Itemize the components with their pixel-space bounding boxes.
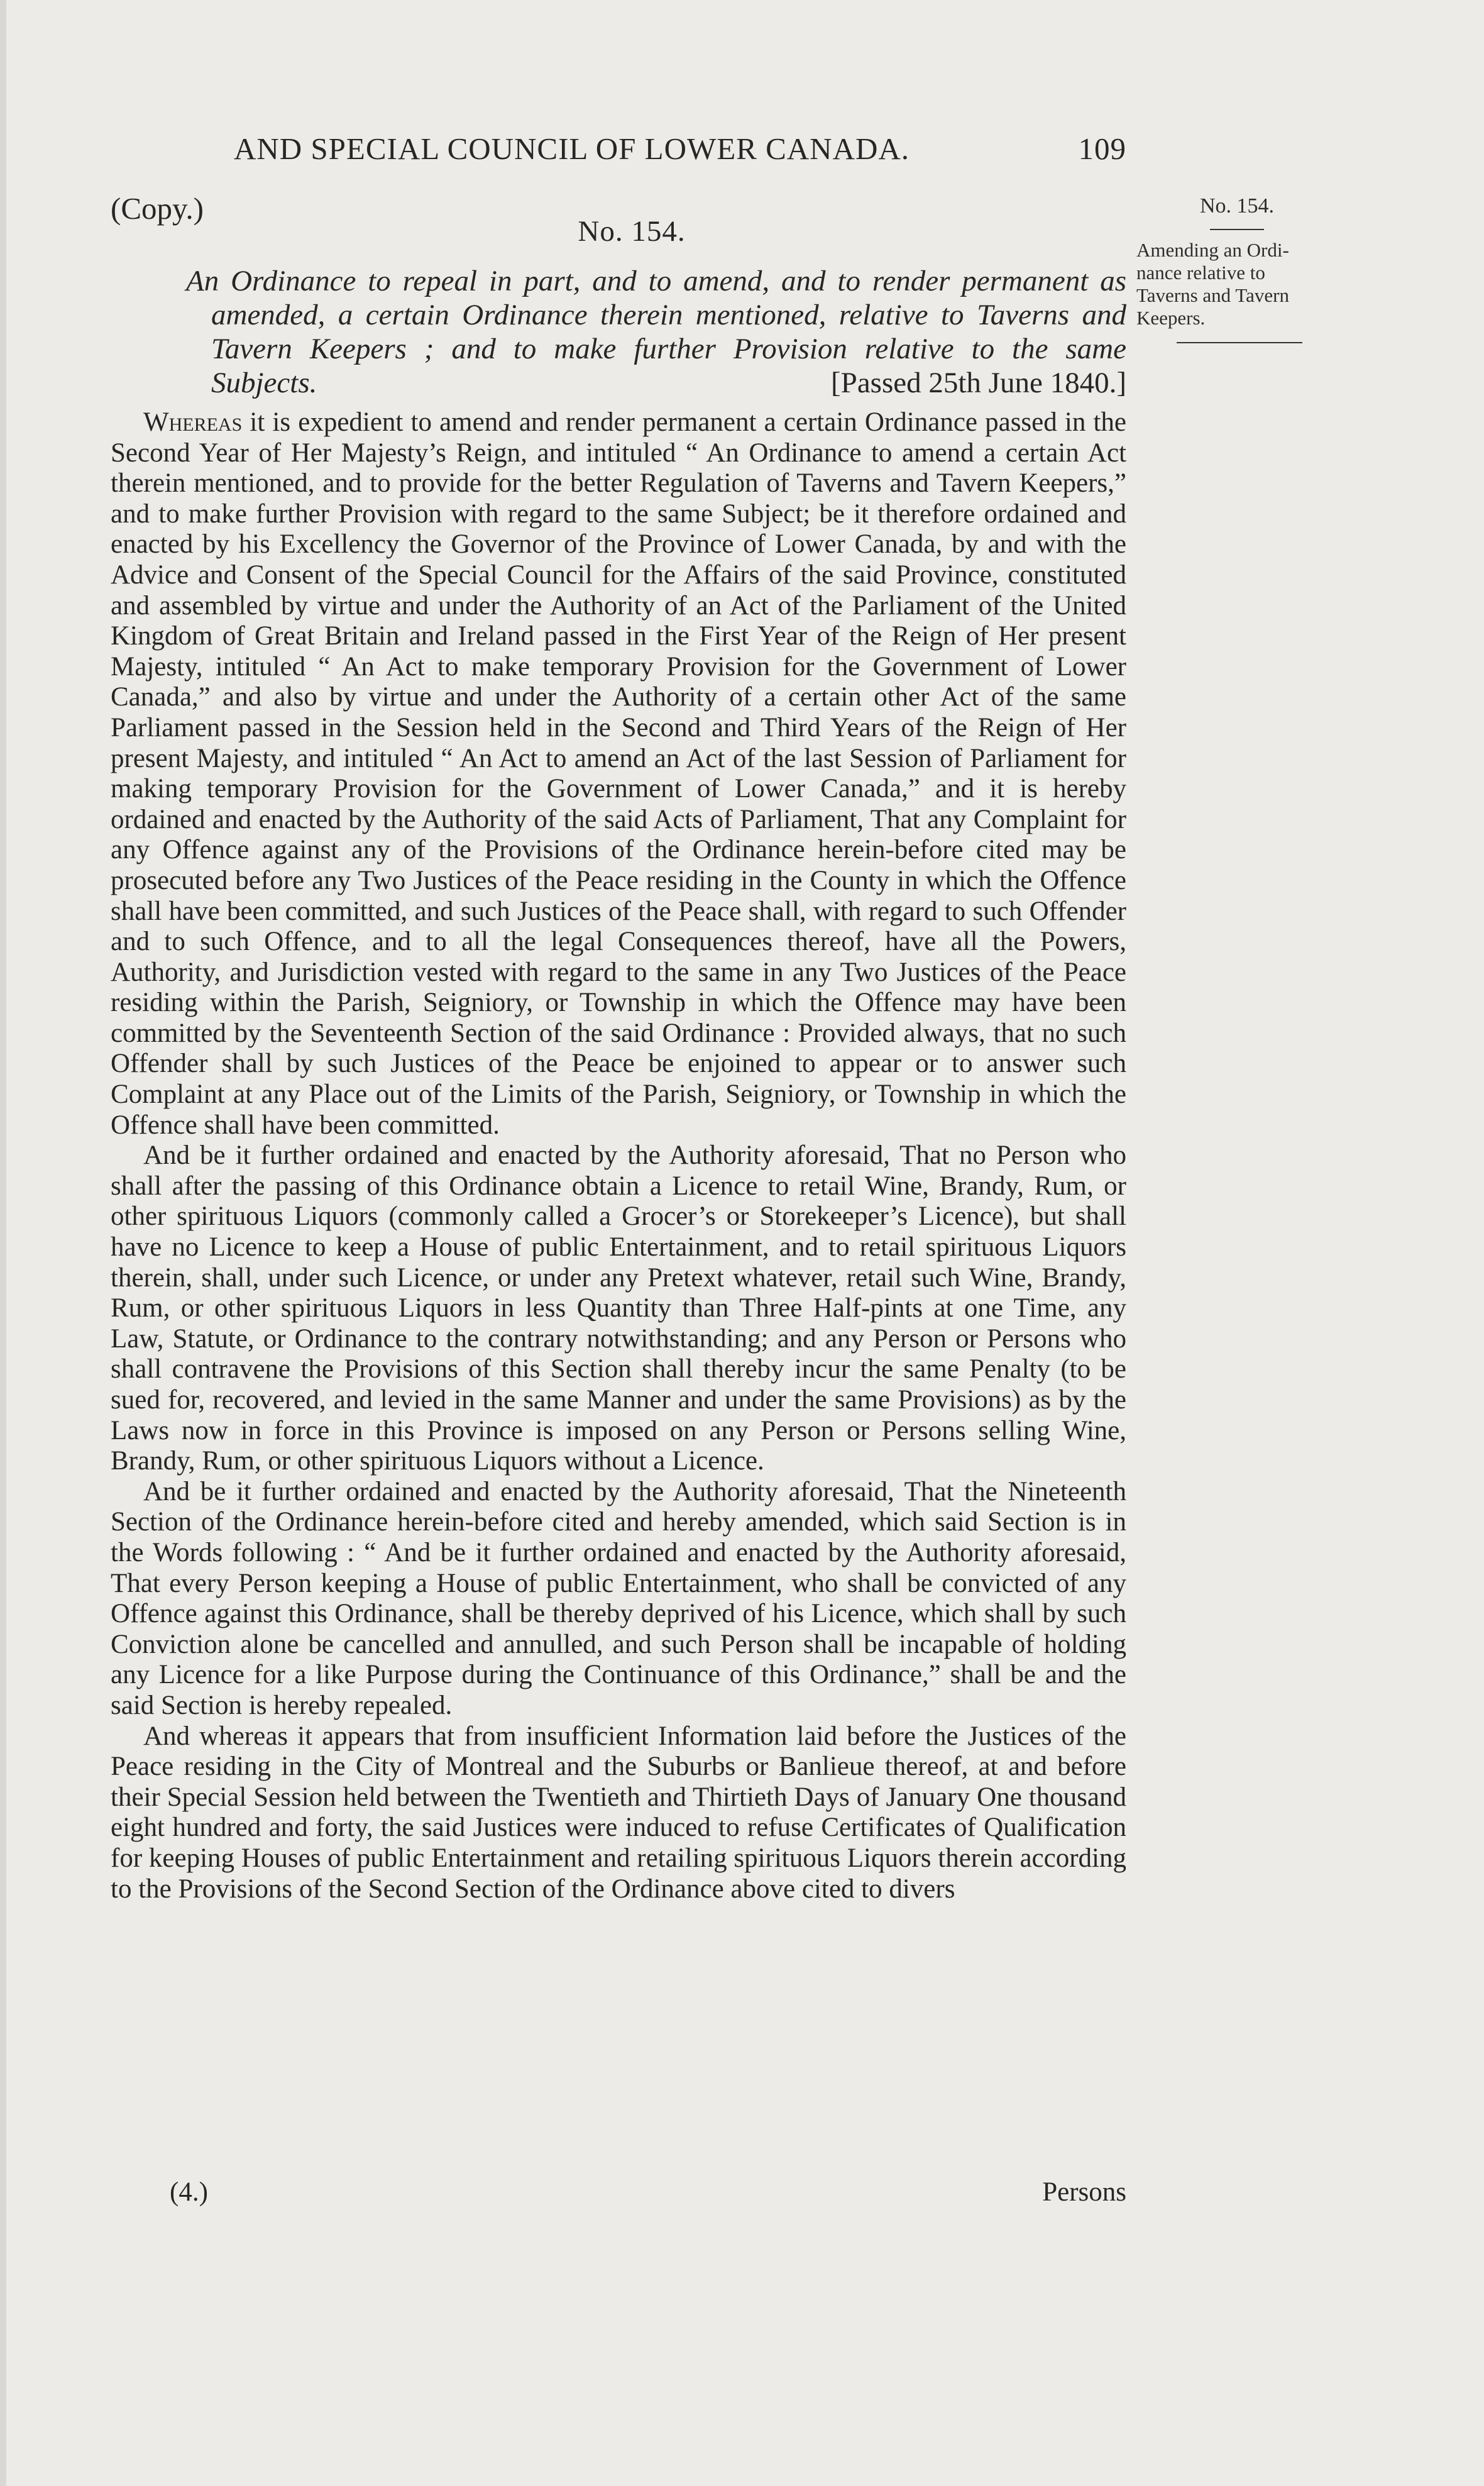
ordinance-title-line-2: amended, a certain Ordinance therein mentioned, relative to Taverns and (211, 299, 1126, 331)
paragraph-preamble (111, 407, 1126, 1141)
margin-note-line-1: Amending an Ordi- (1136, 239, 1289, 261)
paragraph-repeal-section: And be it further ordained and enacted by the Authority aforesaid, That the Nineteenth Section of the Ordinance herein-before cited and hereby amended, which said Section is in the Words following : “ And be it further ordained and enacted by the Authority aforesaid, That every Person keeping a House of public Entertainment, who shall be convicted of any Offence against this Ordinance, shall be thereby deprived of his Licence, which shall by such Conviction alone be cancelled and annulled, and such Person shall be incapable of holding any Licence for a like Purpose during the Continuance of this Ordinance,” shall be and the said Section is hereby repealed. (111, 1476, 1126, 1720)
passed-date: [Passed 25th June 1840.] (831, 367, 1126, 399)
margin-note-line-2: nance relative to (1136, 262, 1265, 284)
running-title: AND SPECIAL COUNCIL OF LOWER CANADA. (234, 131, 910, 166)
ordinance-number: No. 154. (578, 215, 686, 248)
margin-note-rule-bottom (1177, 342, 1302, 343)
running-header (234, 131, 1126, 175)
paragraph-grocers-licence: And be it further ordained and enacted by the Authority aforesaid, That no Person who shall after the passing of this Ordinance obtain a Licence to retail Wine, Brandy, Rum, or other spirituous Liquors (commonly called a Grocer’s or Storekeeper’s Licence), but shall have no Licence to keep a House of public Entertainment, and to retail spirituous Liquors therein, shall, under such Licence, or under any Pretext whatever, retail such Wine, Brandy, Rum, or other spirituous Liquors in less Quantity than Three Half-pints at one Time, any Law, Statute, or Ordinance to the contrary notwithstanding; and any Person or Persons who shall contravene the Provisions of this Section shall thereby incur the same Penalty (to be sued for, recovered, and levied in the same Manner and under the same Provisions) as by the Laws now in force in this Province is imposed on any Person or Persons selling Wine, Brandy, Rum, or other spirituous Liquors without a Licence. (111, 1141, 1126, 1476)
ordinance-title (186, 264, 1126, 400)
page-edge (0, 0, 6, 2486)
paragraph-preamble-text: it is expedient to amend and render permanent a certain Ordinance passed in the Second Year of Her Majesty’s Reign, and intituled “ An Ordinance to amend a certain Act therein mentioned, and to provide for the better Regulation of Taverns and Tavern Keepers,” and to make further Provision with regard to the same Subject; be it therefore ordained and enacted by his Excellency the Governor of the Province of Lower Canada, by and with the Advice and Consent of the Special Council for the Affairs of the said Province, constituted and assembled by virtue and under the Authority of an Act of the Parliament of the United Kingdom of Great Britain and Ireland passed in the First Year of the Reign of Her present Majesty, intituled “ An Act to make temporary Provision for the Government of Lower Canada,” and also by virtue and under the Authority of a certain other Act of the same Parliament passed in the Session held in the Second and Third Years of the Reign of Her present Majesty, and intituled “ An Act to amend an Act of the last Session of Parliament for making temporary Provision for the Government of Lower Canada,” and it is hereby ordained and enacted by the Authority of the said Acts of Parliament, That any Complaint for any Offence against any of the Provisions of the Ordinance herein-before cited may be prosecuted before any Two Justices of the Peace residing in the County in which the Offence shall have been committed, and such Justices of the Peace shall, with regard to such Offender and to such Offence, and to all the legal Consequences thereof, have all the Powers, Authority, and Jurisdiction vested with regard to the same in any Two Justices of the Peace residing within the Parish, Seigniory, or Township in which the Offence may have been committed by the Seventeenth Section of the said Ordinance : Provided always, that no such Offender shall by such Justices of the Peace be enjoined to appear or to answer such Complaint at any Place out of the Limits of the Parish, Seigniory, or Township in which the Offence shall have been committed. (111, 407, 1126, 1140)
ordinance-title-subjects: Subjects. (211, 367, 317, 399)
margin-note-number: No. 154. (1199, 194, 1275, 218)
copy-label: (Copy.) (111, 191, 204, 226)
signature-mark: (4.) (170, 2177, 208, 2207)
margin-note-line-4: Keepers. (1136, 307, 1206, 329)
whereas-word: Whereas (143, 407, 243, 437)
ordinance-title-line-1: An Ordinance to repeal in part, and to amend, and to render permanent as (186, 265, 1126, 297)
margin-note-line-3: Taverns and Tavern (1136, 284, 1289, 306)
ordinance-title-line-4 (186, 366, 1126, 400)
paragraph-montreal-justices: And whereas it appears that from insufficient Information laid before the Justices of the Peace residing in the City of Montreal and the Suburbs or Banlieue thereof, at and before their Special Session held between the Twentieth and Thirtieth Days of January One thousand eight hundred and forty, the said Justices were induced to refuse Certificates of Qualification for keeping Houses of public Entertainment and retailing spirituous Liquors therein according to the Provisions of the Second Section of the Ordinance above cited to divers (111, 1721, 1126, 1904)
margin-note-rule-top (1210, 229, 1264, 230)
catchword: Persons (1042, 2177, 1126, 2207)
ordinance-title-line-3: Tavern Keepers ; and to make further Provision relative to the same (211, 333, 1126, 365)
ordinance-body (111, 407, 1126, 1904)
margin-note (1136, 195, 1338, 343)
page-number: 109 (1078, 131, 1126, 166)
